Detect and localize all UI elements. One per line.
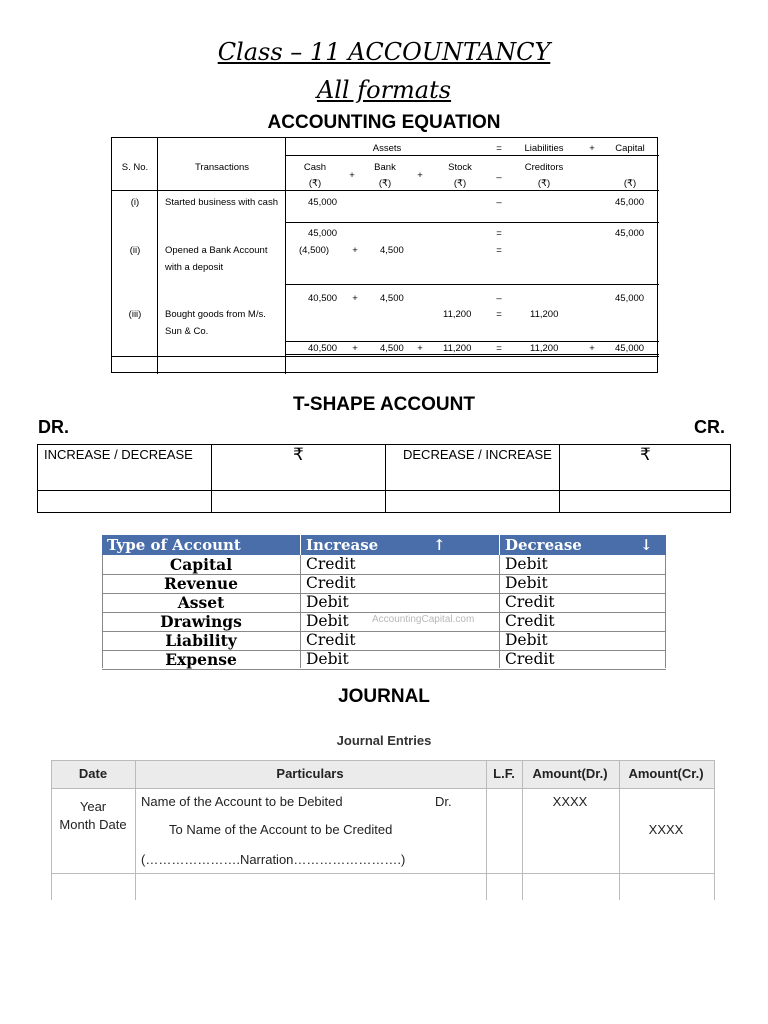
type-of-account-header: Type of Account	[102, 535, 300, 555]
page-title: Class – 11 ACCOUNTANCY	[217, 38, 551, 66]
account-type-row	[102, 631, 666, 651]
transaction-text: Bought goods from M/s.	[165, 309, 266, 320]
total-cash: 40,500	[308, 343, 338, 354]
date-header: Date	[78, 766, 108, 781]
rupee-header: ₹	[640, 445, 651, 464]
plus-sign: +	[349, 170, 355, 181]
total-bank: 4,500	[380, 343, 404, 354]
assets-group-header: Assets	[372, 143, 402, 154]
rupee-unit: (₹)	[453, 178, 467, 189]
account-type-rules-table	[102, 535, 666, 668]
increase-side: Credit	[306, 555, 356, 573]
decrease-side: Debit	[505, 555, 548, 573]
operator: +	[352, 343, 358, 354]
total-creditors: 11,200	[530, 343, 559, 354]
sno-header: S. No.	[121, 162, 149, 173]
capital-value: 45,000	[615, 197, 645, 208]
plus-sign: +	[417, 170, 423, 181]
account-type-name: Liability	[165, 631, 237, 650]
equals-sign: =	[496, 143, 502, 154]
creditors-header: Creditors	[524, 162, 564, 173]
journal-entries-subheading: Journal Entries	[336, 733, 432, 748]
account-type-row	[102, 574, 666, 594]
dr-label: Dr.	[435, 794, 452, 809]
increase-side: Debit	[306, 650, 349, 668]
narration-line: (………………….Narration…………………….)	[141, 852, 406, 867]
transaction-text: Started business with cash	[165, 197, 279, 208]
increase-side: Credit	[306, 574, 356, 592]
rupee-unit: (₹)	[378, 178, 392, 189]
credit-account-line: To Name of the Account to be Credited	[169, 822, 393, 837]
stock-value: 11,200	[443, 309, 472, 320]
t-shape-heading: T-SHAPE ACCOUNT	[293, 394, 475, 415]
transaction-text: Opened a Bank Account	[165, 245, 268, 256]
plus-sign: +	[589, 143, 595, 154]
decrease-side: Credit	[505, 650, 555, 668]
particulars-header: Particulars	[276, 766, 344, 781]
operator: –	[496, 197, 502, 208]
decrease-side: Debit	[505, 631, 548, 649]
rupee-header: ₹	[293, 445, 304, 464]
capital-value: 45,000	[615, 228, 645, 239]
accounting-equation-table	[111, 137, 658, 373]
decrease-side: Credit	[505, 612, 555, 630]
minus-sign: –	[496, 172, 502, 183]
cash-header: Cash	[303, 162, 327, 173]
rupee-unit: (₹)	[308, 178, 322, 189]
amount-cr-header: Amount(Cr.)	[628, 766, 704, 781]
row-number: (i)	[130, 197, 140, 208]
increase-side: Debit	[306, 612, 349, 630]
increase-decrease-header: INCREASE / DECREASE	[44, 447, 193, 462]
operator: –	[496, 293, 502, 304]
liabilities-group-header: Liabilities	[524, 143, 564, 154]
operator: =	[496, 343, 502, 354]
debit-label: DR.	[38, 417, 69, 437]
watermark-text: AccountingCapital.com	[372, 614, 475, 625]
journal-heading: JOURNAL	[338, 686, 430, 707]
up-arrow-icon: ↑	[433, 536, 446, 554]
operator: =	[496, 245, 502, 256]
debit-account-line: Name of the Account to be Debited	[141, 794, 343, 809]
transaction-text: Sun & Co.	[165, 326, 209, 337]
amount-dr-header: Amount(Dr.)	[532, 766, 608, 781]
increase-header-label: Increase	[306, 536, 379, 554]
transactions-header: Transactions	[194, 162, 250, 173]
transaction-text: with a deposit	[165, 262, 224, 273]
account-type-row	[102, 650, 666, 670]
journal-table	[51, 760, 715, 900]
rupee-unit: (₹)	[623, 178, 637, 189]
accounting-equation-heading: ACCOUNTING EQUATION	[267, 112, 501, 133]
decrease-increase-header: DECREASE / INCREASE	[403, 447, 552, 462]
cash-value: 45,000	[308, 228, 338, 239]
bank-value: 4,500	[380, 293, 404, 304]
cash-value: 40,500	[308, 293, 338, 304]
cash-value: 45,000	[308, 197, 338, 208]
bank-value: 4,500	[380, 245, 404, 256]
operator: +	[417, 343, 423, 354]
stock-header: Stock	[448, 162, 472, 173]
cash-value: (4,500)	[299, 245, 330, 256]
row-number: (ii)	[129, 245, 141, 256]
credit-amount: XXXX	[648, 822, 684, 837]
creditors-value: 11,200	[530, 309, 559, 320]
account-type-name: Asset	[177, 593, 225, 612]
decrease-header-label: Decrease	[505, 536, 582, 554]
operator: +	[589, 343, 595, 354]
t-shape-table	[37, 444, 731, 513]
date-year: Year	[79, 799, 107, 814]
account-type-row	[102, 555, 666, 575]
row-number: (iii)	[128, 309, 142, 320]
capital-group-header: Capital	[615, 143, 645, 154]
account-type-name: Capital	[169, 555, 233, 574]
capital-value: 45,000	[615, 293, 645, 304]
page-subtitle: All formats	[316, 76, 452, 104]
account-type-name: Revenue	[163, 574, 238, 593]
increase-header	[301, 535, 499, 555]
account-type-row	[102, 593, 666, 613]
bank-header: Bank	[374, 162, 396, 173]
lf-header: L.F.	[493, 766, 515, 781]
decrease-header	[500, 535, 666, 555]
account-type-name: Drawings	[160, 612, 242, 631]
operator: =	[496, 309, 502, 320]
operator: =	[496, 228, 502, 239]
increase-side: Credit	[306, 631, 356, 649]
decrease-side: Debit	[505, 574, 548, 592]
rupee-unit: (₹)	[537, 178, 551, 189]
account-type-name: Expense	[165, 650, 237, 669]
decrease-side: Credit	[505, 593, 555, 611]
total-capital: 45,000	[615, 343, 645, 354]
increase-side: Debit	[306, 593, 349, 611]
debit-amount: XXXX	[552, 794, 588, 809]
operator: +	[352, 293, 358, 304]
total-stock: 11,200	[443, 343, 472, 354]
operator: +	[352, 245, 358, 256]
date-month-date: Month Date	[59, 817, 127, 832]
down-arrow-icon: ↓	[640, 536, 653, 554]
credit-label: CR.	[694, 417, 725, 437]
